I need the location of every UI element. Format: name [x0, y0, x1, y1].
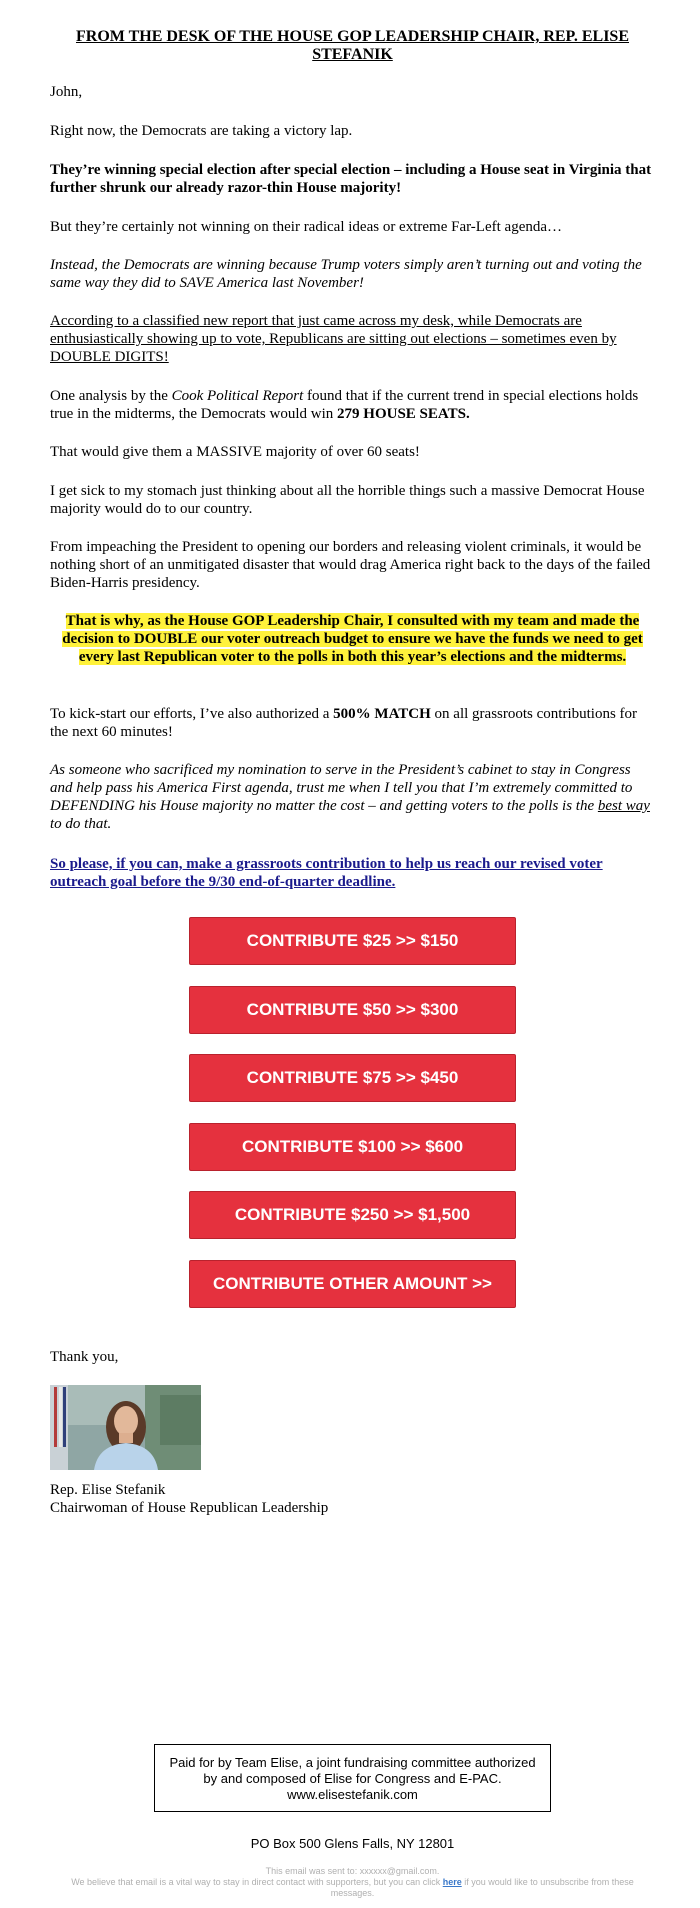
- contribute-other-button[interactable]: CONTRIBUTE OTHER AMOUNT >>: [189, 1260, 516, 1308]
- paragraph-5: According to a classified new report that just came across my desk, while Democrats are enthusiastically showing up to vote, Republicans are sitting out elections – sometimes even by DOUBLE DIGITS!: [50, 313, 617, 365]
- unsubscribe-text-a: We believe that email is a vital way to stay in direct contact with supporters, but you can click: [71, 1877, 443, 1887]
- p11-text-a: As someone who sacrificed my nomination to serve in the President’s cabinet to stay in Congress and help pass his America First agenda, trust me when I tell you that I’m extremely committed to DEFENDING his House majority no matter the cost – and getting voters to the polls is the: [50, 762, 633, 814]
- cta-paragraph: [50, 855, 655, 891]
- p10-text-b: on all grassroots contributions for the next 60 minutes!: [50, 706, 638, 740]
- signer-role: Chairwoman of House Republican Leadership: [50, 1500, 329, 1516]
- thanks-line: Thank you,: [50, 1349, 119, 1365]
- paragraph-2: They’re winning special election after special election – including a House seat in Virginia that further shrunk our already razor-thin House majority!: [50, 162, 652, 196]
- highlighted-paragraph: [50, 612, 655, 666]
- signer-name: Rep. Elise Stefanik: [50, 1482, 166, 1498]
- paragraph-4: Instead, the Democrats are winning because Trump voters simply aren’t turning out and voting the same way they did to SAVE America last November!: [50, 257, 642, 291]
- paid-for-disclaimer: Paid for by Team Elise, a joint fundraising committee authorized by and composed of Elise for Congress and E-PAC. www.elisestefanik.com: [154, 1744, 551, 1812]
- paragraph-9: From impeaching the President to opening our borders and releasing violent criminals, it would be nothing short of an unmitigated disaster that would drag America right back to the days of the failed Biden-Harris presidency.: [50, 539, 651, 591]
- p10-text-a: To kick-start our efforts, I’ve also authorized a: [50, 706, 334, 722]
- contribute-link[interactable]: So please, if you can, make a grassroots contribution to help us reach our revised voter outreach goal before the 9/30 end-of-quarter deadline.: [50, 856, 603, 890]
- portrait-photo: [50, 1385, 201, 1470]
- contribute-50-button[interactable]: CONTRIBUTE $50 >> $300: [189, 986, 516, 1034]
- p11-best-way: best way: [597, 798, 650, 814]
- p6-text-a: One analysis by the: [50, 388, 172, 404]
- contribute-250-button[interactable]: CONTRIBUTE $250 >> $1,500: [189, 1191, 516, 1239]
- paragraph-7: That would give them a MASSIVE majority of over 60 seats!: [50, 444, 420, 460]
- p6-seats: 279 HOUSE SEATS.: [337, 406, 470, 422]
- unsubscribe-text-b: if you would like to unsubscribe from these messages.: [330, 1877, 634, 1898]
- p6-text-b: found that if the current trend in special elections holds true in the midterms, the Democrats would win: [50, 388, 639, 422]
- greeting: John,: [50, 84, 83, 100]
- paragraph-11: [50, 761, 655, 833]
- paragraph-8: I get sick to my stomach just thinking about all the horrible things such a massive Democrat House majority would do to our country.: [50, 483, 645, 517]
- highlight-text: That is why, as the House GOP Leadership Chair, I consulted with my team and made the decision to DOUBLE our voter outreach budget to ensure we have the funds we need to get every last Republican voter to the polls in both this year’s elections and the midterms.: [62, 613, 643, 665]
- mailing-address: PO Box 500 Glens Falls, NY 12801: [250, 1836, 455, 1851]
- sent-to-notice: This email was sent to: xxxxxx@gmail.com.: [265, 1866, 440, 1876]
- contribute-100-button[interactable]: CONTRIBUTE $100 >> $600: [189, 1123, 516, 1171]
- contribute-25-button[interactable]: CONTRIBUTE $25 >> $150: [189, 917, 516, 965]
- p6-source: Cook Political Report: [171, 388, 304, 404]
- p10-match: 500% MATCH: [333, 706, 431, 722]
- unsubscribe-notice: [50, 1877, 655, 1899]
- p11-text-b: to do that.: [50, 816, 112, 832]
- paragraph-1: Right now, the Democrats are taking a victory lap.: [50, 123, 353, 139]
- contribute-75-button[interactable]: CONTRIBUTE $75 >> $450: [189, 1054, 516, 1102]
- unsubscribe-link[interactable]: here: [442, 1877, 462, 1887]
- paragraph-3: But they’re certainly not winning on their radical ideas or extreme Far-Left agenda…: [50, 219, 563, 235]
- email-title: FROM THE DESK OF THE HOUSE GOP LEADERSHIP CHAIR, REP. ELISE STEFANIK: [75, 28, 629, 63]
- paragraph-6: [50, 387, 655, 423]
- paragraph-10: [50, 705, 655, 741]
